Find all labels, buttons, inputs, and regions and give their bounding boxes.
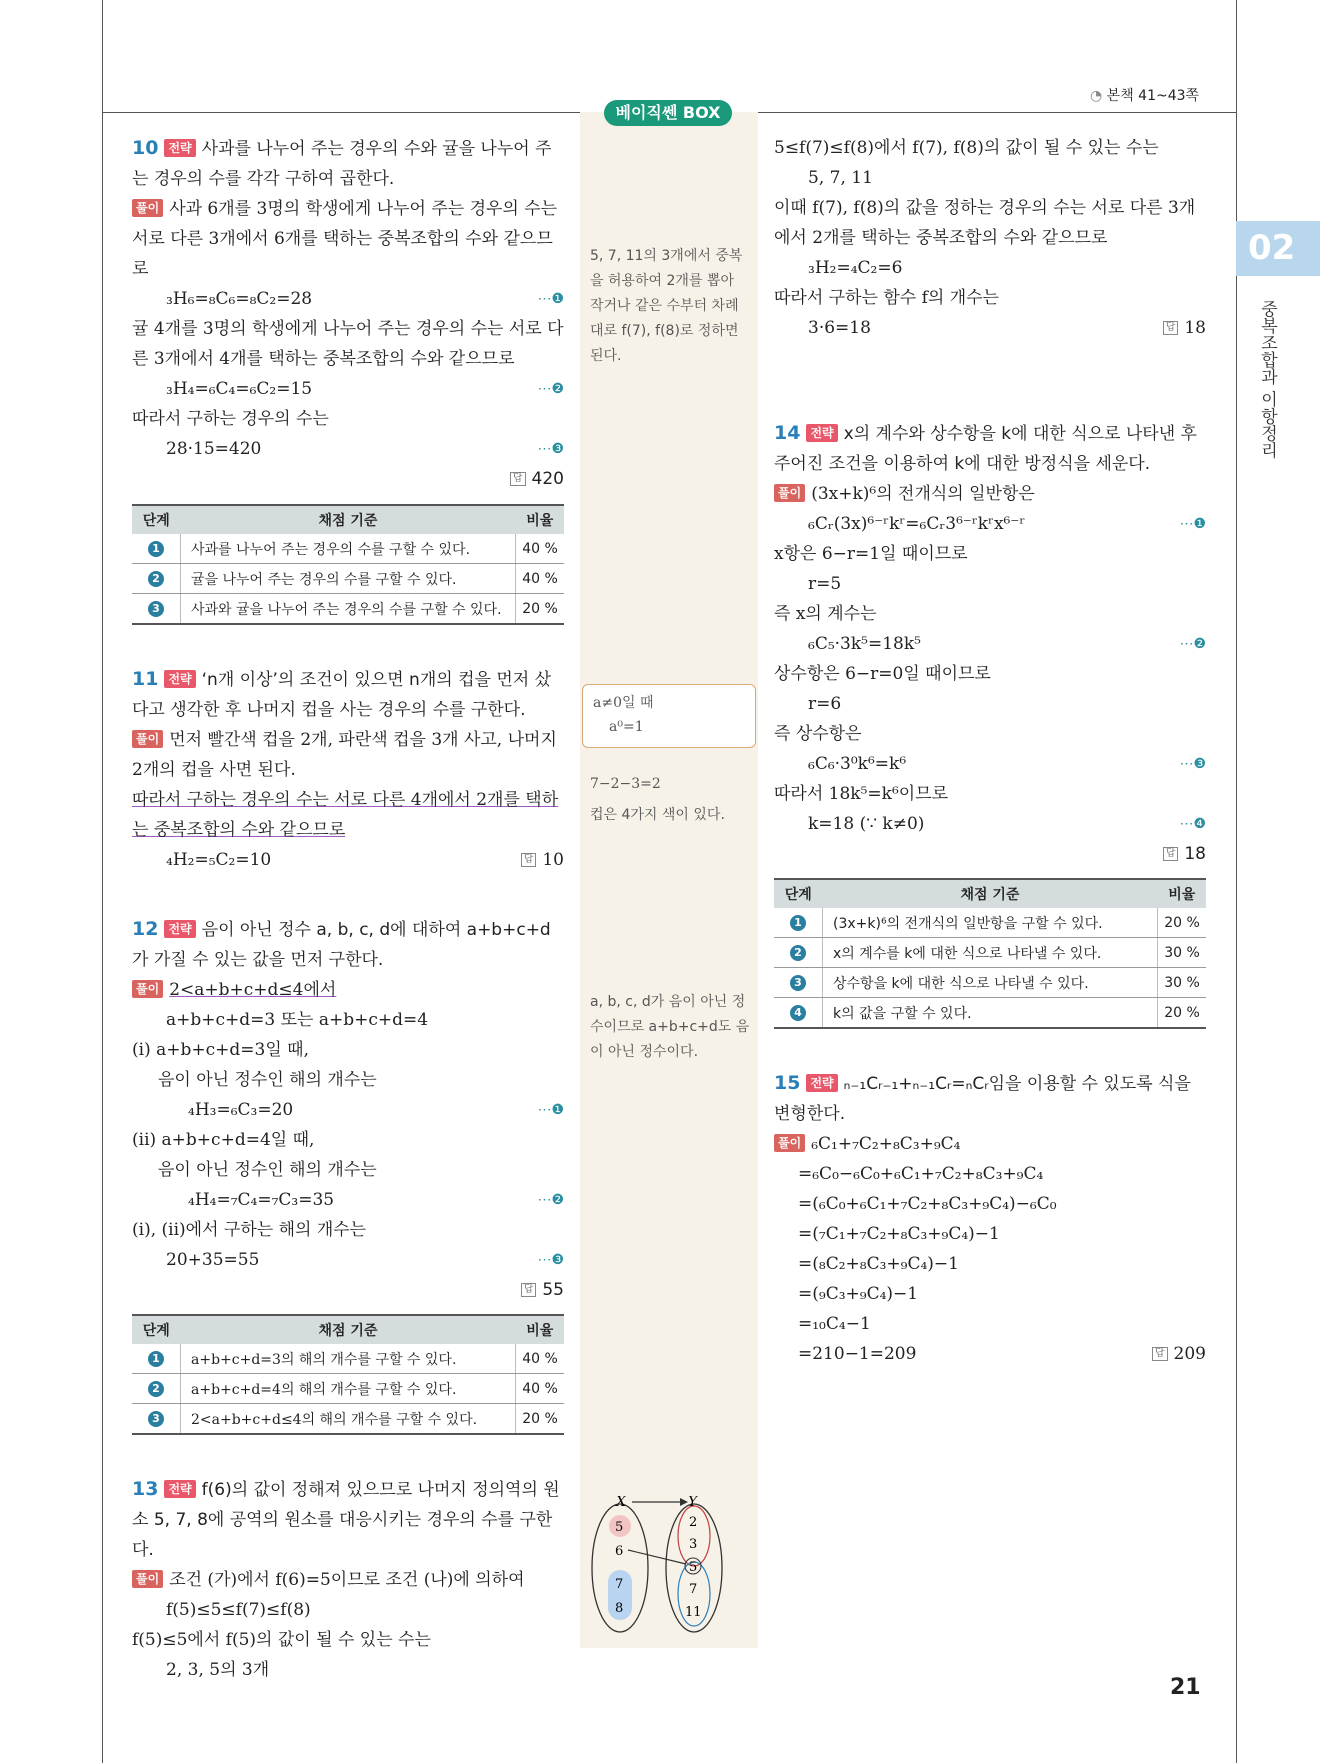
page-number: 21 (1170, 1675, 1201, 1700)
y-element: 2 (689, 1515, 698, 1530)
answer-icon: 답 (510, 472, 526, 486)
table-row: 3 2<a+b+c+d≤4의 해의 개수를 구할 수 있다. 20 % (132, 1404, 564, 1435)
problem-13-continued: 5≤f(7)≤f(8)에서 f(7), f(8)의 값이 될 수 있는 수는 5, 7, 11 이때 f(7), f(8)의 값을 정하는 경우의 수는 서로 다른 3개에서 2개를 택하는 중복조합의 수와 같으므로 ₃H₂=₄C₂=6 따라서 구하는 함수 f의 개수는 3·6=18 답 18 (774, 138, 1206, 338)
page-ref: ◔ 본책 41~43쪽 (1090, 88, 1200, 104)
grading-table-14: 단계 채점 기준 비율 1 (3x+k)⁶의 전개식의 일반항을 구할 수 있다. 20 % 2 x의 계수를 k에 대한 식으로 나타낼 수 있다. 30 % 3 상수항을 k에 대한 식으로 나타낼 수 있다. 30 % 4 k의 값을 구할 수 있다. 20 % (774, 878, 1206, 1029)
answer-icon: 답 (1152, 1347, 1168, 1361)
answer-icon: 답 (521, 1283, 537, 1297)
x-set-label: X (616, 1496, 626, 1510)
problem-14: 14 전략 x의 계수와 상수항을 k에 대한 식으로 나타낸 후 주어진 조건을 이용하여 k에 대한 방정식을 세운다. 풀이 (3x+k)⁶의 전개식의 일반항은 ₆Cᵣ(3x)⁶⁻ʳkʳ=₆Cᵣ3⁶⁻ʳkʳx⁶⁻ʳ ⋯❶ x항은 6−r=1일 때이므로 r=5 즉 x의 계수는 ₆C₅·3k⁵=18k⁵ ⋯❷ 상수항은 6−r=0일 때이므로 r=6 즉 상수항은 ₆C₆·3⁰k⁶=k⁶ ⋯❸ 따라서 18k⁵=k⁶이므로 k=18 (∵ k≠0) ⋯❹ 답 18 (774, 422, 1206, 864)
side-note-11b: 컵은 4가지 색이 있다. (590, 807, 725, 823)
side-note-13: 5, 7, 11의 3개에서 중복을 허용하여 2개를 뽑아 작거나 같은 수부터 차례대로 f(7), f(8)로 정하면 된다. (590, 248, 743, 364)
y-element: 11 (685, 1605, 702, 1620)
problem-12: 12 전략 음이 아닌 정수 a, b, c, d에 대하여 a+b+c+d가 가질 수 있는 값을 먼저 구한다. 풀이 2<a+b+c+d≤4에서 a+b+c+d=3 또는 a+b+c+d=4 (i) a+b+c+d=3일 때, 음이 아닌 정수인 해의 개수는 ₄H₃=₆C₃=20 ⋯❶ (ii) a+b+c+d=4일 때, 음이 아닌 정수인 해의 개수는 ₄H₄=₇C₄=₇C₃=35 ⋯❷ (i), (ii)에서 구하는 해의 개수는 20+35=55 ⋯❸ 답 55 (132, 918, 564, 1300)
side-box-exponent: a≠0일 때 a⁰=1 (582, 684, 756, 748)
grading-table-12: 단계 채점 기준 비율 1 a+b+c+d=3의 해의 개수를 구할 수 있다. 40 % 2 a+b+c+d=4의 해의 개수를 구할 수 있다. 40 % 3 2<a+b+c+d≤4의 해의 개수를 구할 수 있다. 20 % (132, 1314, 564, 1435)
grading-table-10: 단계 채점 기준 비율 1 사과를 나누어 주는 경우의 수를 구할 수 있다. 40 % 2 귤을 나누어 주는 경우의 수를 구할 수 있다. 40 % 3 사과와 귤을 나누어 주는 경우의 수를 구할 수 있다. 20 % (132, 504, 564, 625)
side-note-11a: 7−2−3=2 (590, 776, 661, 792)
y-set-label: Y (688, 1496, 698, 1510)
x-element: 6 (615, 1544, 624, 1559)
table-row: 1 (3x+k)⁶의 전개식의 일반항을 구할 수 있다. 20 % (774, 908, 1206, 938)
answer-icon: 답 (521, 853, 537, 867)
x-element: 8 (615, 1601, 624, 1616)
x-element: 7 (615, 1577, 624, 1592)
side-note-12: a, b, c, d가 음이 아닌 정수이므로 a+b+c+d도 음이 아닌 정수이다. (590, 994, 750, 1060)
problem-13: 13 전략 f(6)의 값이 정해져 있으므로 나머지 정의역의 원소 5, 7, 8에 공역의 원소를 대응시키는 경우의 수를 구한다. 풀이 조건 (가)에서 f(6)=5이므로 조건 (나)에 의하여 f(5)≤5≤f(7)≤f(8) f(5)≤5에서 f(5)의 값이 될 수 있는 수는 2, 3, 5의 3개 (132, 1478, 560, 1680)
table-row: 4 k의 값을 구할 수 있다. 20 % (774, 998, 1206, 1029)
y-element: 3 (689, 1537, 698, 1552)
chapter-title: 중복조합과 이항정리 (1257, 300, 1277, 459)
y-element: 5 (689, 1560, 698, 1575)
table-row: 2 x의 계수를 k에 대한 식으로 나타낼 수 있다. 30 % (774, 938, 1206, 968)
answer-icon: 답 (1163, 847, 1179, 861)
table-row: 3 사과와 귤을 나누어 주는 경우의 수를 구할 수 있다. 20 % (132, 594, 564, 625)
problem-11: 11 전략 ‘n개 이상’의 조건이 있으면 n개의 컵을 먼저 샀다고 생각한 후 나머지 컵을 사는 경우의 수를 구한다. 풀이 먼저 빨간색 컵을 2개, 파란색 컵을 3개 사고, 나머지 2개의 컵을 사면 된다. 따라서 구하는 경우의 수는 서로 다른 4개에서 2개를 택하는 중복조합의 수와 같으므로 ₄H₂=₅C₂=10 답 10 (132, 668, 564, 870)
table-row: 2 귤을 나누어 주는 경우의 수를 구할 수 있다. 40 % (132, 564, 564, 594)
table-row: 1 사과를 나누어 주는 경우의 수를 구할 수 있다. 40 % (132, 534, 564, 564)
problem-10: 10 전략 사과를 나누어 주는 경우의 수와 귤을 나누어 주는 경우의 수를 각각 구하여 곱한다. 풀이 사과 6개를 3명의 학생에게 나누어 주는 경우의 수는 서로 다른 3개에서 6개를 택하는 중복조합의 수와 같으므로 ₃H₆=₈C₆=₈C₂=28 ⋯❶ 귤 4개를 3명의 학생에게 나누어 주는 경우의 수는 서로 다른 3개에서 4개를 택하는 중복조합의 수와 같으므로 ₃H₄=₆C₄=₆C₂=15 ⋯❷ 따라서 구하는 경우의 수는 28·15=420 ⋯❸ 답 420 (132, 137, 564, 489)
x-element: 5 (615, 1520, 624, 1535)
refresh-icon: ◔ (1090, 88, 1103, 104)
answer-icon: 답 (1163, 321, 1179, 335)
table-row: 1 a+b+c+d=3의 해의 개수를 구할 수 있다. 40 % (132, 1344, 564, 1374)
problem-15: 15 전략 ₙ₋₁Cᵣ₋₁+ₙ₋₁Cᵣ=ₙCᵣ임을 이용할 수 있도록 식을 변형한다. 풀이 ₆C₁+₇C₂+₈C₃+₉C₄ =₆C₀−₆C₀+₆C₁+₇C₂+₈C₃+₉C₄ =(₆C₀+₆C₁+₇C₂+₈C₃+₉C₄)−₆C₀ =(₇C₁+₇C₂+₈C₃+₉C₄)−1 =(₈C₂+₈C₃+₉C₄)−1 =(₉C₃+₉C₄)−1 =₁₀C₄−1 =210−1=209 답 209 (774, 1072, 1206, 1364)
table-row: 2 a+b+c+d=4의 해의 개수를 구할 수 있다. 40 % (132, 1374, 564, 1404)
box-label: 베이직쎈 BOX (604, 100, 732, 126)
table-row: 3 상수항을 k에 대한 식으로 나타낼 수 있다. 30 % (774, 968, 1206, 998)
y-element: 7 (689, 1582, 698, 1597)
mapping-diagram (588, 1496, 748, 1636)
chapter-tab: 02 (1236, 221, 1320, 276)
left-margin-line (102, 0, 103, 1763)
